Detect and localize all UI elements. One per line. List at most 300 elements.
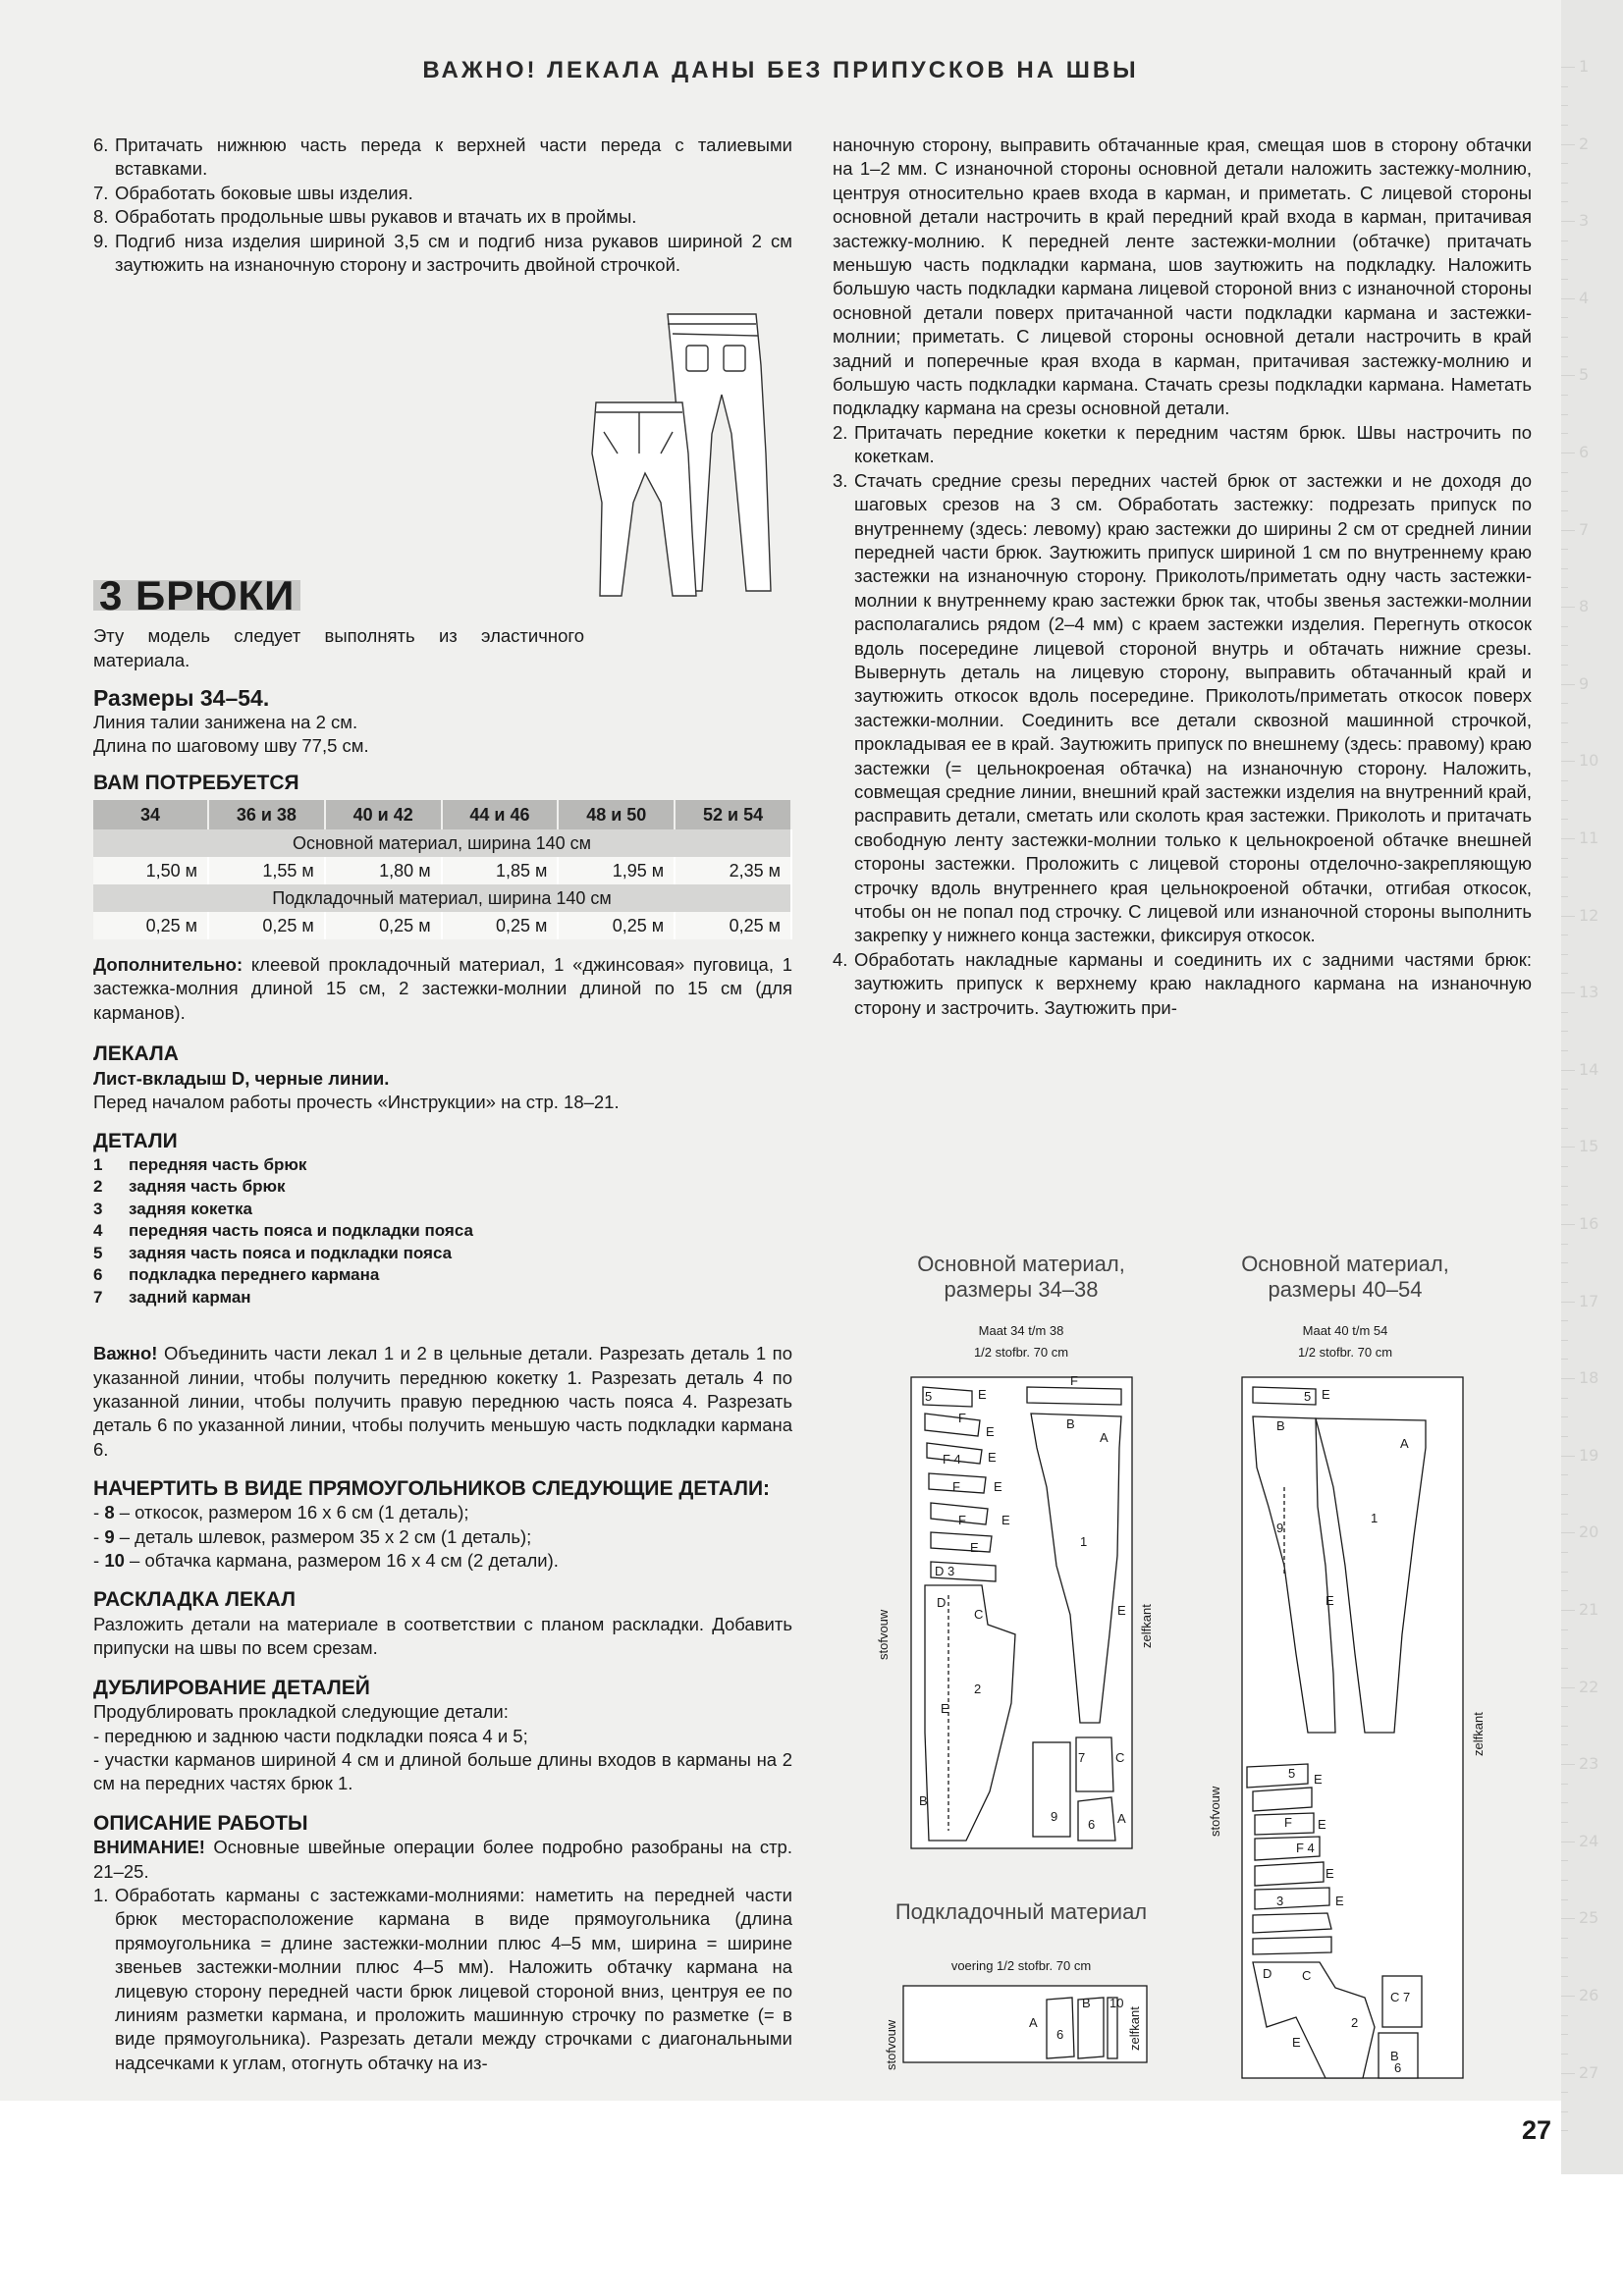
- ruler-tick: [1561, 375, 1575, 376]
- rectangle-number: 10: [104, 1550, 125, 1572]
- step-number: 9.: [93, 230, 109, 251]
- requirements-heading: ВАМ ПОТРЕБУЕТСЯ: [93, 772, 299, 795]
- model-title: 3 БРЮКИ: [93, 580, 300, 610]
- ruler-number: 22: [1579, 1677, 1599, 1696]
- detail-item: [93, 1154, 792, 1177]
- ruler-tick: [1561, 1860, 1568, 1861]
- previous-step: [93, 182, 792, 205]
- ruler-tick: [1561, 1320, 1568, 1321]
- ruler-tick: [1561, 221, 1575, 222]
- svg-text:E: E: [1292, 2035, 1301, 2050]
- main-fabric-label: Основной материал, ширина 140 см: [93, 829, 791, 857]
- ruler-tick: [1561, 337, 1568, 338]
- svg-text:6: 6: [1088, 1817, 1096, 1832]
- lining-fabric-row: [93, 912, 791, 939]
- ruler-number: 8: [1579, 597, 1590, 616]
- svg-text:9: 9: [1276, 1521, 1284, 1535]
- lining-fabric-value: 0,25 м: [442, 912, 559, 939]
- ruler-tick: [1561, 433, 1568, 434]
- ruler-tick: [1561, 684, 1575, 685]
- detail-number: 7: [93, 1287, 103, 1307]
- model-intro: Эту модель следует выполнять из эластичного материала.: [93, 625, 584, 670]
- ruler-tick: [1561, 105, 1568, 106]
- previous-step: [93, 133, 792, 182]
- ruler-tick: [1561, 125, 1568, 126]
- ruler-tick: [1561, 317, 1568, 318]
- step-number: 8.: [93, 206, 109, 228]
- plan-lining-caption: voering 1/2 stofbr. 70 cm: [950, 1958, 1092, 1973]
- svg-text:5: 5: [925, 1389, 933, 1404]
- svg-text:E: E: [986, 1424, 995, 1439]
- fabric-requirements-table: [93, 800, 792, 939]
- step-number: 6.: [93, 134, 109, 155]
- ruler-number: 9: [1579, 673, 1590, 693]
- ruler-tick: [1561, 1302, 1575, 1303]
- ruler-tick: [1561, 665, 1568, 666]
- ruler-number: 17: [1579, 1291, 1599, 1310]
- ruler-tick: [1561, 626, 1568, 627]
- svg-text:A: A: [1400, 1436, 1409, 1451]
- ruler-tick: [1561, 86, 1568, 87]
- ruler-number: 1: [1579, 57, 1590, 76]
- ruler-tick: [1561, 1648, 1568, 1649]
- work-heading: ОПИСАНИЕ РАБОТЫ: [93, 1811, 308, 1835]
- main-fabric-value: 1,80 м: [325, 857, 442, 884]
- ruler-tick: [1561, 1802, 1568, 1803]
- detail-number: 3: [93, 1199, 103, 1218]
- ruler-tick: [1561, 954, 1568, 955]
- svg-text:1: 1: [1371, 1511, 1379, 1525]
- size-column-header: 44 и 46: [442, 800, 559, 829]
- interfacing-heading: ДУБЛИРОВАНИЕ ДЕТАЛЕЙ: [93, 1676, 370, 1699]
- ruler-number: 13: [1579, 983, 1599, 1002]
- plan-lining-fold: stofvouw: [884, 2019, 898, 2070]
- detail-number: 4: [93, 1221, 103, 1241]
- rectangle-item: - 8 – откосок, размером 16 х 6 см (1 деталь);: [93, 1502, 469, 1523]
- ruler-tick: [1561, 1050, 1568, 1051]
- ruler-number: 2: [1579, 133, 1590, 153]
- svg-text:C: C: [1115, 1750, 1125, 1765]
- detail-label: задняя часть пояса и подкладки пояса: [129, 1243, 453, 1262]
- ruler-tick: [1561, 1262, 1568, 1263]
- svg-text:1: 1: [1080, 1534, 1088, 1549]
- ruler-tick: [1561, 1282, 1568, 1283]
- plan-large-title-1: Основной материал,: [1241, 1252, 1449, 1276]
- lining-fabric-value: 0,25 м: [93, 912, 208, 939]
- ruler-tick: [1561, 356, 1568, 357]
- ruler-number: 7: [1579, 519, 1590, 539]
- size-column-header: 48 и 50: [558, 800, 675, 829]
- plan-small-diagram: [911, 1377, 1132, 1848]
- step-text: Притачать нижнюю часть переда к верхней части переда с талиевыми вставками.: [115, 134, 792, 180]
- rectangles-list: [93, 1501, 792, 1573]
- plan-small-caption-2: 1/2 stofbr. 70 cm: [973, 1345, 1069, 1360]
- plan-small-title-2: размеры 34–38: [944, 1277, 1099, 1302]
- svg-text:A: A: [1117, 1811, 1126, 1826]
- svg-text:F: F: [1070, 1373, 1078, 1388]
- ruler-number: 12: [1579, 905, 1599, 925]
- lining-fabric-value: 0,25 м: [208, 912, 325, 939]
- ruler-number: 11: [1579, 828, 1599, 847]
- ruler-tick: [1561, 2054, 1568, 2055]
- rectangle-text: – обтачка кармана, размером 16 х 4 см (2 детали).: [124, 1550, 559, 1572]
- svg-text:D: D: [1263, 1966, 1272, 1981]
- ruler-tick: [1561, 1996, 1575, 1997]
- ruler-tick: [1561, 1668, 1568, 1669]
- ruler-tick: [1561, 1938, 1568, 1939]
- work-step: [833, 469, 1532, 948]
- important-note: [93, 1342, 792, 1462]
- step-number: 4.: [833, 948, 848, 970]
- ruler-tick: [1561, 645, 1568, 646]
- detail-number: 6: [93, 1265, 103, 1285]
- ruler-tick: [1561, 1590, 1568, 1591]
- plan-large-diagram: [1242, 1377, 1463, 2078]
- rectangle-item: - 10 – обтачка кармана, размером 16 х 4 см (2 детали).: [93, 1550, 559, 1572]
- step-number: 3.: [833, 469, 848, 491]
- main-fabric-value: 1,95 м: [558, 857, 675, 884]
- ruler-tick: [1561, 1610, 1575, 1611]
- plan-lining-title: Подкладочный материал: [894, 1899, 1148, 1924]
- ruler-number: 21: [1579, 1600, 1599, 1619]
- important-text: Объединить части лекал 1 и 2 в цельные детали. Разрезать деталь 1 по указанной линии, чтобы получить переднюю кокетку 1. Разрезать деталь 4 по указанной линии, чтобы получить правую переднюю часть пояса 4. Разрезать деталь 6 по указанной линии, чтобы получить меньшую часть подкладки кармана 6.: [93, 1343, 792, 1460]
- main-fabric-value: 1,85 м: [442, 857, 559, 884]
- ruler-tick: [1561, 201, 1568, 202]
- ruler-tick: [1561, 1744, 1568, 1745]
- ruler-tick: [1561, 1572, 1568, 1573]
- pants-illustration: [574, 306, 810, 601]
- ruler-number: 18: [1579, 1368, 1599, 1388]
- ruler-tick: [1561, 703, 1568, 704]
- svg-text:F: F: [958, 1513, 966, 1527]
- pattern-note: Перед началом работы прочесть «Инструкции» на стр. 18–21.: [93, 1091, 620, 1112]
- ruler-tick: [1561, 1070, 1575, 1071]
- work-step: [833, 421, 1532, 469]
- ruler-tick: [1561, 1784, 1568, 1785]
- svg-text:B: B: [1276, 1418, 1285, 1433]
- ruler-number: 10: [1579, 751, 1599, 771]
- svg-text:6: 6: [1394, 2060, 1402, 2075]
- ruler-tick: [1561, 800, 1568, 801]
- svg-text:B: B: [1390, 2049, 1399, 2063]
- size-column-header: 40 и 42: [325, 800, 442, 829]
- rectangles-heading: НАЧЕРТИТЬ В ВИДЕ ПРЯМОУГОЛЬНИКОВ СЛЕДУЮЩИЕ ДЕТАЛИ:: [93, 1477, 771, 1501]
- plan-small-caption-1: Maat 34 t/m 38: [978, 1323, 1064, 1338]
- svg-text:E: E: [970, 1540, 979, 1555]
- svg-text:E: E: [1322, 1387, 1330, 1402]
- detail-number: 2: [93, 1177, 103, 1197]
- detail-label: передняя часть брюк: [129, 1154, 307, 1174]
- ruler-tick: [1561, 240, 1568, 241]
- lining-fabric-value: 0,25 м: [558, 912, 675, 939]
- step-number: 7.: [93, 182, 109, 203]
- ruler-tick: [1561, 530, 1575, 531]
- page-number: 27: [1522, 2115, 1552, 2145]
- ruler-tick: [1561, 2015, 1568, 2016]
- ruler-number: 5: [1579, 365, 1590, 385]
- ruler-tick: [1561, 819, 1568, 820]
- work-step-1-continued: наночную сторону, выправить обтачанные края, смещая шов в сторону обтачки на 1–2 мм. С изнаночной стороны основной детали наложить застежку-молнию, центруя относительно краев входа в карман, и приметать. С лицевой стороны основной детали настрочить в край передний край входа в карман, притачивая застежку-молнию. К передней ленте застежки-молнии (обтачке) притачать меньшую часть подкладки кармана, шов заутюжить на подкладку. Наложить большую часть подкладки кармана лицевой стороной вниз с изнаночной стороны основной детали поверх притачанной части подкладки кармана и застежки-молнии; приметать. С лицевой стороны основной детали настрочить в край задний и поперечные края входа в карман, притачивая застежку-молнию и большую часть подкладки кармана. Стачать срезы подкладки кармана. Наметать подкладку кармана на срезы основной детали.: [833, 134, 1532, 419]
- interfacing-list: [93, 1725, 792, 1796]
- side-ruler: [1561, 0, 1623, 2174]
- lining-fabric-value: 0,25 м: [325, 912, 442, 939]
- detail-label: задний карман: [129, 1287, 251, 1307]
- interfacing-intro: Продублировать прокладкой следующие детали:: [93, 1701, 509, 1723]
- sizes-heading: Размеры 34–54.: [93, 685, 270, 712]
- ruler-tick: [1561, 1880, 1568, 1881]
- step-text: Обработать накладные карманы и соединить их с задними частями брюк: заутюжить припуск к верхнему краю накладного кармана на изнаночную сторону и застрочить. Заутюжить при-: [854, 948, 1532, 1018]
- interfacing-item: - переднюю и заднюю части подкладки пояса 4 и 5;: [93, 1725, 528, 1746]
- ruler-tick: [1561, 2111, 1568, 2112]
- size-column-header: 36 и 38: [208, 800, 325, 829]
- page-header: ВАЖНО! ЛЕКАЛА ДАНЫ БЕЗ ПРИПУСКОВ НА ШВЫ: [422, 57, 1139, 83]
- attention-text: Основные швейные операции более подробно разобраны на стр. 21–25.: [93, 1837, 792, 1882]
- ruler-tick: [1561, 877, 1568, 878]
- detail-label: передняя часть пояса и подкладки пояса: [129, 1221, 473, 1241]
- step-number: 2.: [833, 421, 848, 443]
- svg-text:2: 2: [974, 1682, 982, 1696]
- ruler-tick: [1561, 838, 1575, 839]
- pattern-sheet: Лист-вкладыш D, черные линии.: [93, 1067, 390, 1089]
- ruler-tick: [1561, 1918, 1575, 1919]
- ruler-tick: [1561, 1436, 1568, 1437]
- plan-small-selvage: zelfkant: [1139, 1604, 1154, 1648]
- ruler-tick: [1561, 973, 1568, 974]
- attention-note: [93, 1836, 792, 1884]
- svg-text:5: 5: [1304, 1389, 1312, 1404]
- ruler-number: 25: [1579, 1908, 1599, 1928]
- ruler-tick: [1561, 1416, 1568, 1417]
- ruler-tick: [1561, 510, 1568, 511]
- step-text: Подгиб низа изделия шириной 3,5 см и подгиб низа рукавов шириной 2 см заутюжить на изнаночную сторону и застрочить двойной строчкой.: [115, 230, 792, 276]
- ruler-tick: [1561, 1764, 1575, 1765]
- previous-step: [93, 230, 792, 278]
- svg-text:D 3: D 3: [935, 1564, 955, 1578]
- ruler-tick: [1561, 259, 1568, 260]
- svg-text:F 4: F 4: [943, 1452, 961, 1467]
- ruler-tick: [1561, 1687, 1575, 1688]
- ruler-number: 23: [1579, 1754, 1599, 1774]
- ruler-tick: [1561, 1552, 1568, 1553]
- ruler-tick: [1561, 1012, 1568, 1013]
- ruler-tick: [1561, 67, 1575, 68]
- ruler-tick: [1561, 722, 1568, 723]
- svg-text:C 7: C 7: [1390, 1990, 1411, 2004]
- ruler-tick: [1561, 1378, 1575, 1379]
- svg-text:10: 10: [1109, 1996, 1124, 2010]
- ruler-tick: [1561, 163, 1568, 164]
- detail-label: подкладка переднего кармана: [129, 1265, 380, 1285]
- detail-number: 5: [93, 1243, 103, 1262]
- ruler-tick: [1561, 1108, 1568, 1109]
- main-fabric-value: 1,50 м: [93, 857, 208, 884]
- detail-item: [93, 1199, 792, 1221]
- main-fabric-value: 2,35 м: [675, 857, 791, 884]
- plan-lining-selvage: zelfkant: [1127, 2006, 1142, 2051]
- ruler-tick: [1561, 858, 1568, 859]
- ruler-tick: [1561, 587, 1568, 588]
- work-step-1: 1. Обработать карманы с застежками-молниями: наметить на передней части брюк месторасположение кармана в виде прямоугольника (длина прямоугольника = длине застежки-молнии плюс 4–5 мм, ширина = ширине звеньев застежки-молнии плюс 4–5 мм). Наложить обтачку кармана на лицевую сторону передней части брюк лицевой стороной вниз, центруя ее по линиям разметки кармана, и проложить машинную строчку по разметке (= в виде прямоугольника). Разрезать детали между строчками с диагональными надсечками к углам, отогнуть обтачку на из-: [93, 1884, 792, 2073]
- ruler-tick: [1561, 916, 1575, 917]
- svg-text:2: 2: [1351, 2015, 1359, 2030]
- work-steps-list: [833, 421, 1532, 1020]
- ruler-tick: [1561, 2034, 1568, 2035]
- illustration-area: [93, 277, 792, 660]
- ruler-tick: [1561, 298, 1575, 299]
- plan-large-fold: stofvouw: [1208, 1786, 1222, 1837]
- page-margin: [0, 2101, 1623, 2296]
- ruler-number: 24: [1579, 1831, 1599, 1850]
- svg-text:B: B: [1082, 1996, 1091, 2010]
- svg-text:E: E: [1325, 1866, 1334, 1881]
- svg-text:F: F: [952, 1479, 960, 1494]
- svg-text:3: 3: [1276, 1894, 1284, 1908]
- svg-text:A: A: [1100, 1430, 1109, 1445]
- ruler-tick: [1561, 934, 1568, 935]
- additional-notions: [93, 953, 792, 1025]
- work-step: [833, 948, 1532, 1020]
- left-column: [93, 133, 792, 2075]
- ruler-tick: [1561, 453, 1575, 454]
- ruler-tick: [1561, 1474, 1568, 1475]
- ruler-tick: [1561, 1031, 1568, 1032]
- ruler-tick: [1561, 183, 1568, 184]
- waist-note: Линия талии занижена на 2 см.: [93, 711, 358, 732]
- svg-text:B: B: [919, 1793, 928, 1808]
- ruler-number: 19: [1579, 1445, 1599, 1465]
- rectangle-text: – откосок, размером 16 х 6 см (1 деталь);: [114, 1502, 469, 1523]
- right-column: [833, 133, 1532, 1020]
- svg-text:E: E: [978, 1387, 987, 1402]
- ruler-tick: [1561, 568, 1568, 569]
- svg-text:F: F: [1284, 1815, 1292, 1830]
- svg-text:6: 6: [1056, 2027, 1064, 2042]
- step-text: Обработать продольные швы рукавов и втачать их в проймы.: [115, 206, 637, 228]
- plan-large-caption-2: 1/2 stofbr. 70 cm: [1297, 1345, 1393, 1360]
- ruler-tick: [1561, 279, 1568, 280]
- ruler-tick: [1561, 1359, 1568, 1360]
- ruler-tick: [1561, 2073, 1575, 2074]
- ruler-tick: [1561, 1456, 1575, 1457]
- ruler-tick: [1561, 144, 1575, 145]
- ruler-tick: [1561, 1128, 1568, 1129]
- svg-text:7: 7: [1078, 1750, 1086, 1765]
- svg-text:E: E: [1001, 1513, 1010, 1527]
- plan-small-title-1: Основной материал,: [917, 1252, 1125, 1276]
- lining-fabric-value: 0,25 м: [675, 912, 791, 939]
- detail-label: задняя кокетка: [129, 1199, 252, 1218]
- main-fabric-row: [93, 857, 791, 884]
- svg-text:9: 9: [1051, 1809, 1058, 1824]
- ruler-tick: [1561, 607, 1575, 608]
- detail-item: [93, 1176, 792, 1199]
- detail-item: [93, 1220, 792, 1243]
- table-header-row: [93, 800, 791, 829]
- interfacing-item: - участки карманов шириной 4 см и длиной больше длины входов в карманы на 2 см на передних частях брюк 1.: [93, 1748, 792, 1794]
- ruler-number: 3: [1579, 211, 1590, 231]
- main-fabric-value: 1,55 м: [208, 857, 325, 884]
- svg-text:E: E: [1325, 1593, 1334, 1608]
- svg-text:E: E: [988, 1450, 997, 1465]
- ruler-number: 20: [1579, 1522, 1599, 1542]
- ruler-number: 26: [1579, 1986, 1599, 2004]
- svg-text:B: B: [1066, 1416, 1075, 1431]
- plan-large-caption-1: Maat 40 t/m 54: [1302, 1323, 1388, 1338]
- layout-heading: РАСКЛАДКА ЛЕКАЛ: [93, 1588, 296, 1612]
- ruler-number: 4: [1579, 288, 1590, 307]
- detail-item: [93, 1264, 792, 1287]
- additional-label: Дополнительно:: [93, 953, 243, 975]
- previous-steps-list: [93, 133, 792, 277]
- ruler-tick: [1561, 2130, 1568, 2131]
- step-text: Стачать средние срезы передних частей брюк от застежки и не доходя до шаговых срезов на 3 см. Обработать застежку: подрезать припуск по внутреннему (здесь: левому) краю застежки до ширины 2 см от средней линии передней части брюк. Заутюжить припуск шириной 1 см по внутреннему краю застежки на изнаночную сторону. Приколоть/приметать одну часть застежки-молнии к внутреннему краю застежки брюк так, чтобы звенья застежки-молнии располагались рядом (2–4 мм) с краем застежки изделия. Перегнуть откосок вдоль посередине лицевой стороной внутрь и обтачать нижние срезы. Вывернуть деталь на лицевую сторону, выправить обтачанный край и заутюжить откосок вдоль посередине. Приколоть/приметать откосок поверх застежки-молнии. Соединить все детали сквозной машинной строчкой, прокладывая ее в край. Заутюжить припуск по внешнему (здесь: правому) краю застежки (= цельнокроеная обтачка) на изнаночную сторону. Наложить, совмещая средние линии, внешний край застежки изделия на внутренний край, расправить детали, сметать или сколоть края застежки. Приколоть и притачать свободную ленту застежки-молнии только к цельнокроеной обтачке внешней стороны застежки. Проложить с лицевой стороны отделочно-закрепляющую строчку вдоль внутреннего края цельнокроеной обтачки, отгибая откосок, чтобы он не попал под строчку. С лицевой или изнаночной стороны выполнить закрепку у нижнего конца застежки, фиксируя откосок.: [854, 469, 1532, 946]
- ruler-tick: [1561, 1147, 1575, 1148]
- additional-text: клеевой прокладочный материал, 1 «джинсовая» пуговица, 1 застежка-молния длиной 15 см, 2 застежки-молнии длиной по 15 см (для карманов).: [93, 953, 792, 1023]
- ruler-tick: [1561, 549, 1568, 550]
- ruler-tick: [1561, 1398, 1568, 1399]
- ruler-tick: [1561, 780, 1568, 781]
- ruler-number: 16: [1579, 1214, 1599, 1233]
- inseam-note: Длина по шаговому шву 77,5 см.: [93, 735, 369, 757]
- ruler-number: 15: [1579, 1137, 1599, 1156]
- rectangle-text: – деталь шлевок, размером 35 х 2 см (1 деталь);: [114, 1525, 532, 1547]
- layout-text: Разложить детали на материале в соответствии с планом раскладки. Добавить припуски на швы по всем срезам.: [93, 1613, 792, 1659]
- svg-text:E: E: [1117, 1603, 1126, 1618]
- ruler-tick: [1561, 742, 1568, 743]
- ruler-tick: [1561, 1726, 1568, 1727]
- rectangle-item: - 9 – деталь шлевок, размером 35 х 2 см (1 деталь);: [93, 1525, 532, 1547]
- ruler-tick: [1561, 1899, 1568, 1900]
- step-text: Притачать передние кокетки к передним частям брюк. Швы настрочить по кокеткам.: [854, 421, 1532, 467]
- ruler-tick: [1561, 491, 1568, 492]
- step-text: Обработать боковые швы изделия.: [115, 182, 413, 203]
- ruler-tick: [1561, 395, 1568, 396]
- svg-text:E: E: [1335, 1894, 1344, 1908]
- svg-text:F: F: [958, 1411, 966, 1425]
- svg-text:5: 5: [1288, 1766, 1296, 1781]
- ruler-tick: [1561, 414, 1568, 415]
- ruler-number: 6: [1579, 443, 1590, 461]
- size-column-header: 34: [93, 800, 208, 829]
- svg-text:D: D: [937, 1595, 947, 1610]
- ruler-tick: [1561, 1494, 1568, 1495]
- ruler-tick: [1561, 1244, 1568, 1245]
- ruler-tick: [1561, 761, 1575, 762]
- ruler-tick: [1561, 1186, 1568, 1187]
- rectangle-number: 9: [104, 1525, 115, 1547]
- ruler-tick: [1561, 1532, 1575, 1533]
- lining-fabric-label: Подкладочный материал, ширина 140 см: [93, 884, 791, 912]
- size-column-header: 52 и 54: [675, 800, 791, 829]
- ruler-tick: [1561, 1706, 1568, 1707]
- plan-small-fold: stofvouw: [876, 1609, 891, 1660]
- details-heading: ДЕТАЛИ: [93, 1130, 178, 1153]
- ruler-tick: [1561, 896, 1568, 897]
- svg-text:C: C: [974, 1607, 984, 1622]
- detail-number: 1: [93, 1154, 103, 1174]
- ruler-tick: [1561, 992, 1575, 993]
- svg-text:E: E: [941, 1701, 949, 1716]
- svg-text:A: A: [1029, 2015, 1038, 2030]
- svg-text:C: C: [1302, 1968, 1312, 1983]
- work-step-1-text: Обработать карманы с застежками-молниями: наметить на передней части брюк месторасположение кармана в виде прямоугольника (длина прямоугольника = длине застежки-молнии плюс 4–5 мм, ширина = ширине звеньев застежки-молнии плюс 4–5 мм). Наложить обтачку кармана на лицевую сторону передней части брюк лицевой стороной вниз, центруя ее по линиям разметки кармана, и проложить машинную строчку по разметке (= в виде прямоугольника). Разрезать детали между строчками с диагональными надсечками к углам, отогнуть обтачку на из-: [115, 1884, 792, 2073]
- ruler-tick: [1561, 1089, 1568, 1090]
- svg-text:E: E: [1318, 1817, 1326, 1832]
- ruler-tick: [1561, 1340, 1568, 1341]
- plan-large-selvage: zelfkant: [1471, 1712, 1486, 1756]
- previous-step: [93, 205, 792, 229]
- cutting-plans: [864, 1242, 1492, 2086]
